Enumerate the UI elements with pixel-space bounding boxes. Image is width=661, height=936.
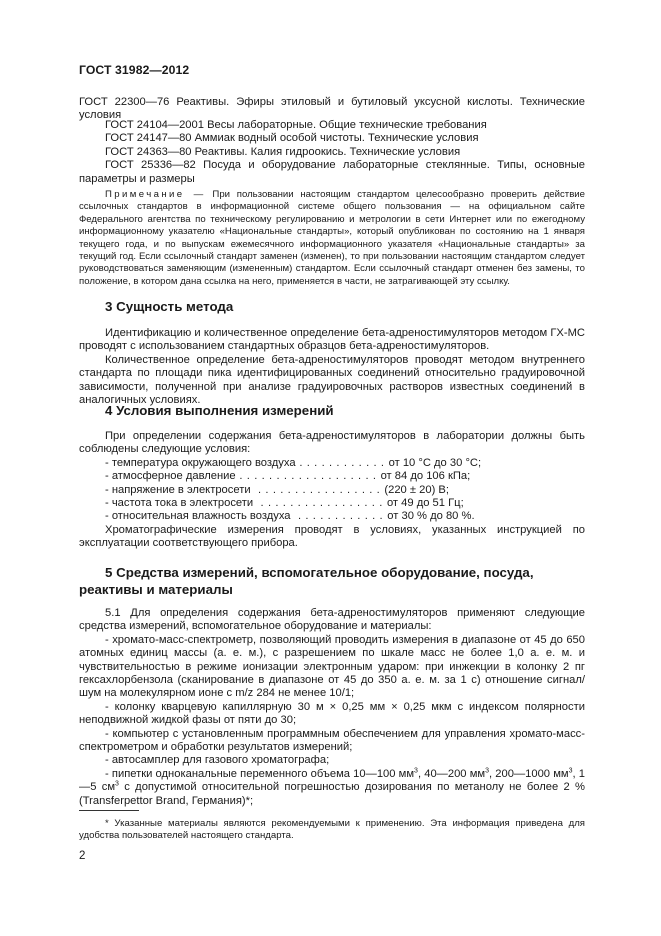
section-3-paragraph: Количественное определение бета-адреностимуляторов проводят методом внутреннего стандарта по площади пика идентифицированных соединений относительно градуировочной зависимости, полученной при анализе градуировочных растворов известных соединений в аналогичных условиях. — [79, 353, 585, 407]
reference-item: ГОСТ 24363—80 Реактивы. Калия гидроокись. Технические условия — [105, 145, 461, 158]
reference-item: ГОСТ 24147—80 Аммиак водный особой чистоты. Технические условия — [105, 132, 479, 145]
note-label: Примечание — — [105, 189, 206, 200]
condition-row: - частота тока в электросети . . . . . . . . . . . . . . . . . от 49 до 51 Гц; — [105, 497, 464, 510]
section-4-heading: 4 Условия выполнения измерений — [105, 403, 334, 418]
references-list-rest — [79, 119, 585, 186]
section-3-body — [79, 327, 585, 407]
section-4 — [79, 402, 585, 419]
section-5-paragraph: 5.1 Для определения содержания бета-адреностимуляторов применяют следующие средства измерений, вспомогательное оборудование и материалы: — [79, 607, 585, 633]
equipment-item: - колонку кварцевую капиллярную 30 м × 0,25 мм × 0,25 мкм с индексом полярности неподвижной жидкой фазы от пяти до 30; — [79, 700, 585, 727]
footnote: * Указанные материалы являются рекомендуемыми к применению. Эта информация приведена для удобства пользователей настоящего стандарта. — [79, 818, 585, 842]
reference-item: ГОСТ 22300—76 Реактивы. Эфиры этиловый и бутиловый уксусной кислоты. Технические условия — [79, 96, 585, 122]
condition-row: - относительная влажность воздуха . . . . . . . . . . . . от 30 % до 80 %. — [105, 510, 475, 523]
note-text: При пользовании настоящим стандартом целесообразно проверить действие ссылочных стандартов в информационной системе общего пользования — на официальном сайте Федерального агентства по техническому регулированию и метрологии в сети Интернет или по ежегодному информационному указателю «Национальные стандарты», который опубликован по состоянию на 1 января текущего года, и по выпускам ежемесячного информационного указателя «Национальные стандарты» за текущий год. Если ссылочный стандарт заменен (изменен), то при пользовании настоящим стандартом следует руководствоваться заменяющим (измененным) стандартом. Если ссылочный стандарт отменен без замены, то положение, в котором дана ссылка на него, применяется в части, не затрагивающей эту ссылку. — [79, 189, 585, 287]
section-5 — [79, 564, 585, 598]
section-5-heading: 5 Средства измерений, вспомогательное оборудование, посуда, — [105, 565, 534, 580]
section-4-body — [79, 430, 585, 551]
section-4-intro: При определении содержания бета-адреностимуляторов в лаборатории должны быть соблюдены следующие условия: — [79, 430, 585, 456]
condition-row: - напряжение в электросети . . . . . . . . . . . . . . . . . (220 ± 20) В; — [105, 483, 449, 496]
footnote-divider — [79, 810, 139, 811]
section-5-heading-line2: реактивы и материалы — [79, 582, 233, 597]
reference-item: ГОСТ 25336—82 Посуда и оборудование лабораторные стеклянные. Типы, основные параметры и размеры — [79, 159, 585, 185]
equipment-item: - пипетки одноканальные переменного объема 10—100 $мм^3$, 40—200 $мм^3$, 200—1000 $мм^3$, 1—5 $см^3$ с допустимой относительной погрешностью дозирования по метанолу не более 2 % (Transferpettor Brand, Германия)*; — [79, 767, 586, 807]
equipment-item: - компьютер с установленным программным обеспечением для управления хромато-масс-спектрометром и обработки результатов измерений; — [79, 727, 585, 754]
reference-item: ГОСТ 24104—2001 Весы лабораторные. Общие технические требования — [105, 119, 487, 131]
section-3 — [79, 298, 585, 315]
page-number: 2 — [79, 850, 86, 862]
note-block — [79, 189, 585, 288]
section-4-closing: Хроматографические измерения проводят в условиях, указанных инструкцией по эксплуатации соответствующего прибора. — [79, 523, 585, 550]
condition-row: - атмосферное давление . . . . . . . . . . . . . . . . . . . от 84 до 106 кПа; — [105, 470, 471, 483]
section-5-body — [79, 607, 585, 808]
equipment-item: - хромато-масс-спектрометр, позволяющий проводить измерения в диапазоне от 45 до 650 атомных единиц массы (а. е. м.), с разрешением по шкале масс не более 1,0 а. е. м. и чувствительностью в режиме ионизации электронным ударом: при инжекции в колонку 2 пг гексахлорбензола (сканирование в диапазоне от 45 до 350 а. е. м. за 1 с) отношение сигнал/шум на молекулярном ионе с m/z 284 не менее 10/1; — [79, 633, 585, 700]
section-3-paragraph: Идентификацию и количественное определение бета-адреностимуляторов методом ГХ-МС проводят с использованием стандартных образцов бета-адреностимуляторов. — [79, 327, 585, 353]
equipment-item: - автосамплер для газового хроматографа; — [105, 754, 330, 767]
section-3-heading: 3 Сущность метода — [105, 299, 234, 314]
condition-row: - температура окружающего воздуха . . . . . . . . . . . . от 10 °С до 30 °С; — [105, 456, 482, 469]
running-header: ГОСТ 31982—2012 — [79, 63, 190, 77]
